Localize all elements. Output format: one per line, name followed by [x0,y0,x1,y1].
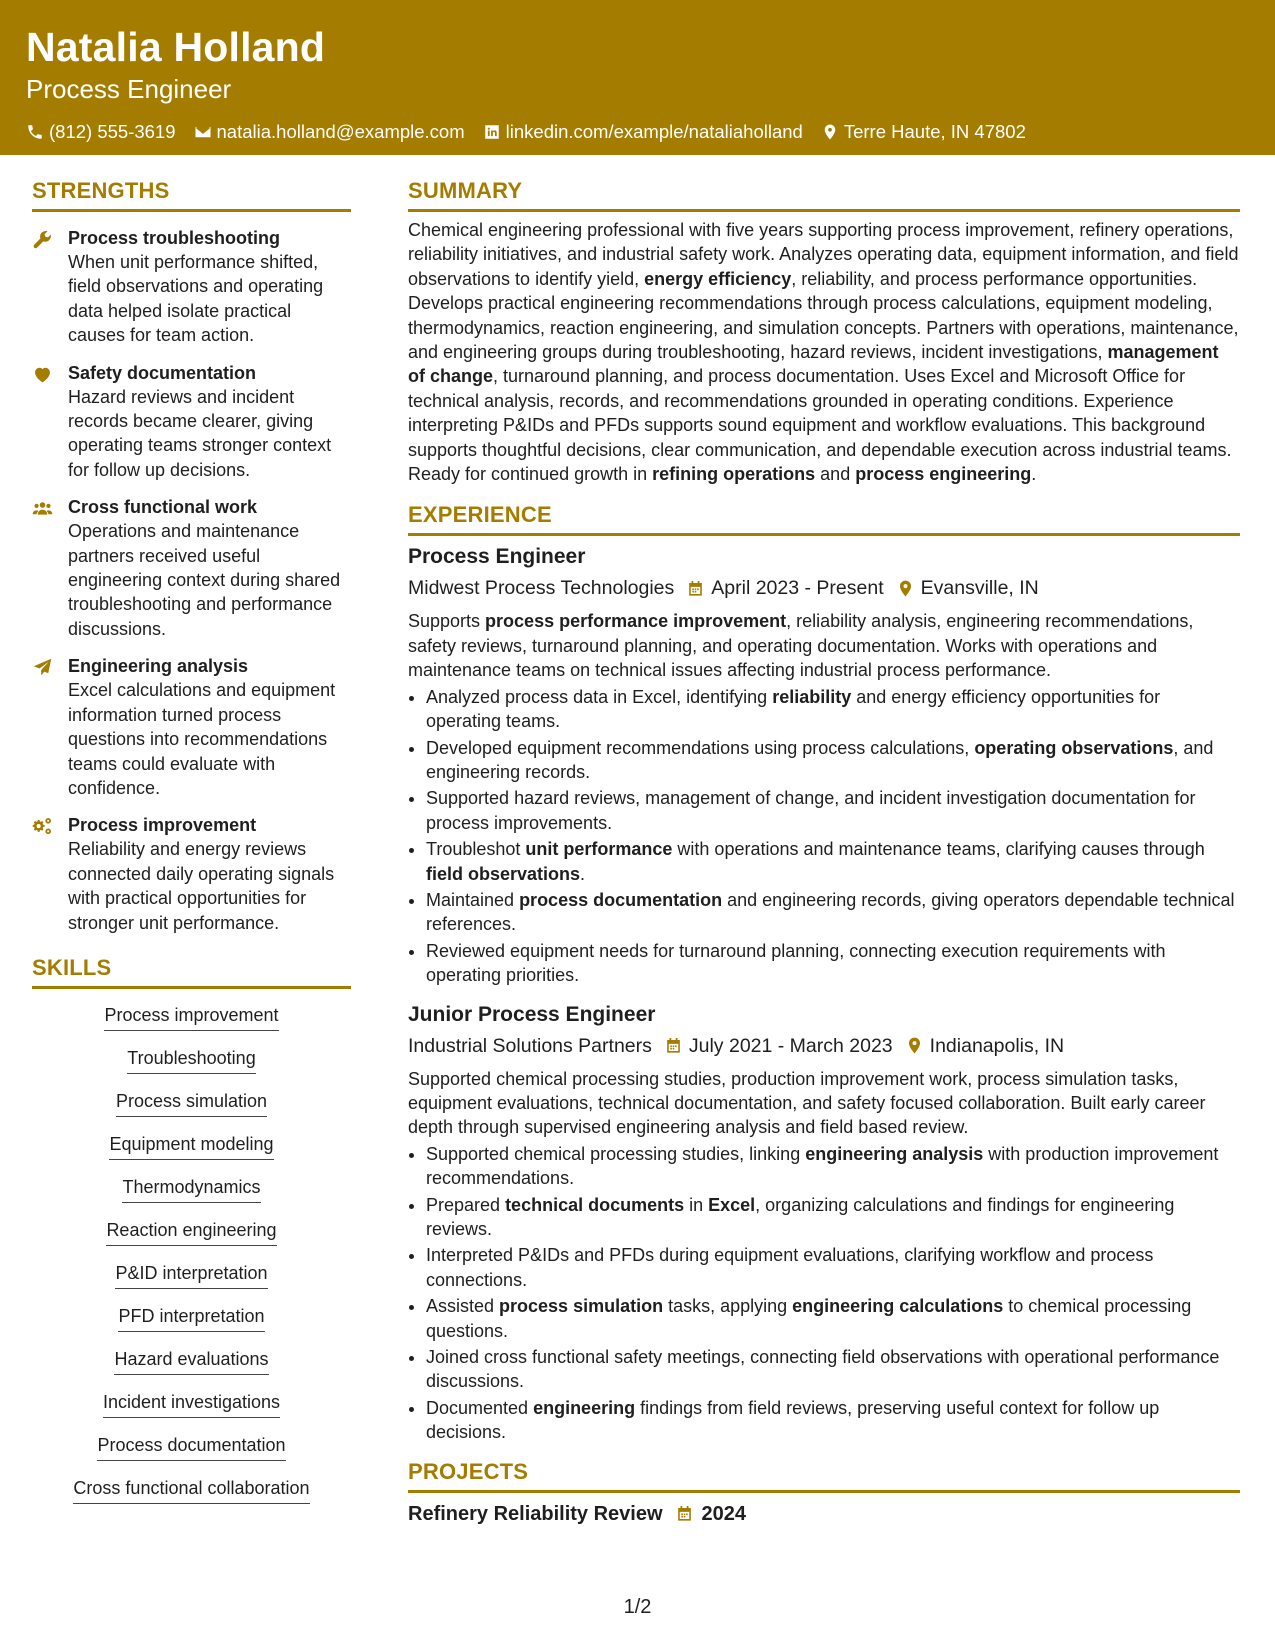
job-description [408,1067,1240,1140]
candidate-role: Process Engineer [26,74,232,104]
skill-tag: Hazard evaluations [114,1347,268,1375]
bold-text: process simulation [499,1296,664,1317]
calendar-icon [664,1036,683,1055]
text-run: Prepared [426,1194,506,1215]
project-year: 2024 [701,1502,747,1525]
text-run: Documented [426,1397,534,1418]
resume-header [0,0,1275,155]
job-entry [408,1000,1240,1445]
text-run: and engineering records, giving operators dependable technical references. [426,889,1235,935]
skill-tag: Reaction engineering [106,1218,276,1246]
bold-text: management of change [408,342,1219,387]
strength-item [32,495,351,641]
candidate-name: Natalia Holland [26,24,326,70]
text-run: , organizing calculations and findings for engineering reviews. [426,1194,1175,1239]
job-company: Industrial Solutions Partners [408,1034,652,1057]
bullet-item [426,888,1240,937]
users-icon [32,498,53,519]
skills-title: SKILLS [32,953,351,989]
skill-tag: Equipment modeling [109,1132,273,1160]
calendar-icon [675,1504,694,1523]
strength-item [32,361,351,483]
text-run: and energy efficiency opportunities for operating teams. [426,686,1161,732]
map-pin-icon [821,123,839,141]
strength-desc: When unit performance shifted, field observations and operating data helped isolate practical causes for team action. [68,252,324,346]
job-title: Junior Process Engineer [408,1002,656,1026]
bullet-item [426,786,1240,835]
text-run: Troubleshot [426,839,526,860]
text-run: Analyzed process data in Excel, identifying [426,686,773,707]
contact-email[interactable] [194,120,465,144]
linkedin-icon [483,123,501,141]
bold-text: engineering calculations [792,1296,1004,1317]
strength-desc: Hazard reviews and incident records became clearer, giving operating teams stronger context for follow up decisions. [68,386,332,480]
paper-plane-icon [32,657,53,678]
map-pin-icon [896,579,915,598]
phone-icon [26,123,44,141]
skill-tag: Process documentation [97,1433,285,1461]
strength-title: Process improvement [68,815,257,836]
text-run: Supports [408,611,486,632]
bullet-item [426,1294,1240,1343]
text-run: , and engineering records. [426,737,1214,782]
skill-tag: Troubleshooting [127,1046,255,1074]
left-column [32,176,351,1519]
text-run: in [684,1194,709,1215]
summary-title: SUMMARY [408,176,1240,212]
skill-tag: Cross functional collaboration [73,1476,309,1504]
strength-item [32,813,351,935]
bold-text: Excel [708,1194,756,1215]
skill-tag: Process simulation [116,1089,267,1117]
heart-icon [32,364,53,385]
bold-text: technical documents [505,1194,685,1215]
contact-phone[interactable] [26,120,176,144]
text-run: , reliability analysis, engineering recommendations, safety reviews, turnaround planning, and operating documentation. Works with operations and maintenance teams on technical issues affecting industrial process performance. [408,611,1194,681]
contact-text: (812) 555-3619 [49,121,176,142]
text-run: to chemical processing questions. [426,1296,1192,1341]
skill-tag: Process improvement [104,1003,278,1031]
bold-text: energy efficiency [644,268,792,289]
bullet-item [426,736,1240,785]
text-run: Supported chemical processing studies, linking [426,1143,806,1164]
skill-tag: Incident investigations [103,1390,280,1418]
text-run: Joined cross functional safety meetings, connecting field observations with operational performance discussions. [426,1347,1220,1392]
skill-tag: PFD interpretation [118,1304,264,1332]
strength-desc: Excel calculations and equipment information turned process questions into recommendations teams could evaluate with confidence. [68,680,336,798]
skill-tag: P&ID interpretation [115,1261,267,1289]
bold-text: engineering analysis [805,1143,984,1164]
gears-icon [32,816,53,837]
text-run: . [1031,464,1037,485]
contact-text: natalia.holland@example.com [216,121,465,142]
text-run: findings from field reviews, preserving useful context for follow up decisions. [426,1397,1160,1443]
map-pin-icon [905,1036,924,1055]
contact-linkedin[interactable] [483,120,803,144]
bullet-item [426,1396,1240,1445]
bold-text: refining operations [652,464,816,485]
job-dates: July 2021 - March 2023 [688,1034,893,1057]
text-run: Developed equipment recommendations using process calculations, [426,737,975,758]
text-run: Interpreted P&IDs and PFDs during equipment evaluations, clarifying workflow and process connections. [426,1245,1154,1290]
bold-text: process performance improvement [485,611,787,632]
text-run: and [815,464,856,485]
job-meta [408,573,1240,603]
text-run: , turnaround planning, and process documentation. Uses Excel and Microsoft Office for technical analysis, records, and recommendations grounded in operating conditions. Experience interpreting P&IDs and PFDs supports sound equipment and workflow evaluations. This background supports thoughtful decisions, clear communication, and dependable execution across industrial teams. Ready for continued growth in [408,366,1232,485]
bold-text: process documentation [519,889,723,910]
text-run: . [580,863,586,884]
text-run: Supported chemical processing studies, production improvement work, process simulation tasks, equipment evaluations, technical documentation, and safety focused collaboration. Built early career depth through supervised engineering analysis and field based review. [408,1068,1206,1138]
text-run: , reliability, and process performance opportunities. Develops practical engineering recommendations through process calculations, equipment modeling, thermodynamics, reaction engineering, and simulation concepts. Partners with operations, maintenance, and engineering groups during troubleshooting, hazard reviews, incident investigations, [408,268,1239,363]
wrench-icon [32,229,53,250]
contact-text: linkedin.com/example/nataliaholland [505,121,803,142]
job-description [408,609,1240,682]
bold-text: reliability [772,686,852,707]
bullet-item [426,1142,1240,1191]
bullet-item [426,1345,1240,1394]
bullet-item [426,837,1240,886]
bold-text: process engineering [855,464,1032,485]
job-location: Indianapolis, IN [929,1034,1065,1057]
bullet-item [426,939,1240,988]
text-run: Maintained [426,889,520,910]
strength-title: Cross functional work [68,497,258,518]
summary-text [408,218,1240,486]
bold-text: unit performance [525,839,673,860]
contact-text: Terre Haute, IN 47802 [843,121,1026,142]
text-run: with production improvement recommendations. [426,1143,1219,1189]
envelope-icon [194,123,212,141]
right-column [408,176,1240,1529]
text-run: Assisted [426,1296,500,1317]
job-entry [408,542,1240,987]
bullet-item [426,685,1240,734]
page-number: 1/2 [623,1596,652,1618]
bold-text: operating observations [974,737,1174,758]
job-bullets [408,1142,1240,1445]
job-dates: April 2023 - Present [711,577,884,600]
strength-title: Engineering analysis [68,656,249,677]
bullet-item [426,1193,1240,1242]
text-run: Reviewed equipment needs for turnaround planning, connecting execution requirements with operating priorities. [426,940,1166,986]
strength-item [32,654,351,800]
job-title: Process Engineer [408,545,586,569]
calendar-icon [686,579,705,598]
job-location: Evansville, IN [920,577,1039,600]
skill-tag: Thermodynamics [122,1175,260,1203]
projects-title: PROJECTS [408,1457,1240,1493]
contact-location [821,120,1026,144]
experience-title: EXPERIENCE [408,500,1240,536]
skills-list [32,1003,351,1519]
contact-bar [26,120,1249,144]
project-entry [408,1499,1240,1529]
strength-desc: Reliability and energy reviews connected daily operating signals with practical opportunities for stronger unit performance. [68,839,335,933]
bullet-item [426,1243,1240,1292]
text-run: tasks, applying [663,1296,793,1317]
text-run: with operations and maintenance teams, clarifying causes through [672,839,1205,860]
strength-item [32,226,351,348]
bold-text: engineering [533,1397,636,1418]
job-meta [408,1031,1240,1061]
text-run: Supported hazard reviews, management of change, and incident investigation documentation for process improvements. [426,788,1196,833]
job-bullets [408,685,1240,988]
strength-title: Safety documentation [68,362,257,383]
job-company: Midwest Process Technologies [408,577,675,600]
bold-text: field observations [426,863,581,884]
strength-desc: Operations and maintenance partners received useful engineering context during shared troubleshooting and performance discussions. [68,521,341,639]
strengths-list [32,226,351,935]
text-run: Chemical engineering professional with five years supporting process improvement, refinery operations, reliability initiatives, and industrial safety work. Analyzes operating data, equipment information, and field observations to identify yield, [408,220,1239,289]
strengths-title: STRENGTHS [32,176,351,212]
strength-title: Process troubleshooting [68,228,281,248]
project-title: Refinery Reliability Review [408,1502,663,1525]
